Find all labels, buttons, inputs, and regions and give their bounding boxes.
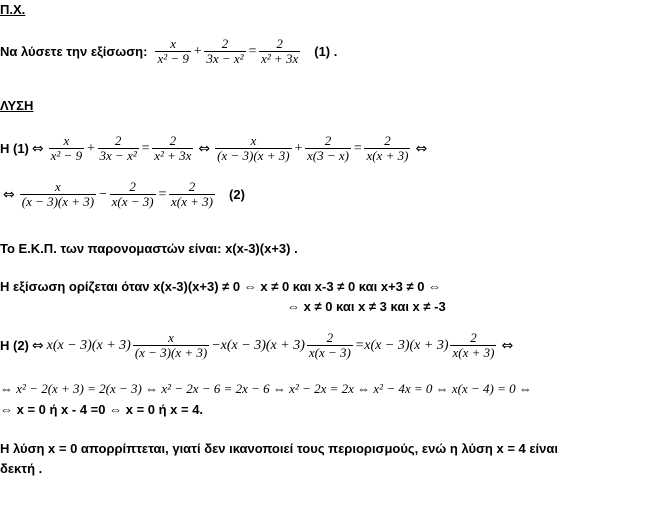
fraction: $\frac{2}{x(x - 3)}$ [308,330,351,360]
minus-sign: − [98,186,108,202]
fraction: $\frac{2}{x(x + 3)}$ [171,179,214,209]
problem-line [0,37,337,66]
solution-line-2 [0,180,245,209]
domain-line-2: ⇔ x ≠ 0 και x ≠ 3 και x ≠ -3 [287,299,446,314]
plus-sign: + [192,43,203,59]
fraction: $\frac{x}{(x - 3)(x + 3)}$ [134,330,208,360]
multiplier: x(x − 3)(x + 3) [46,337,131,353]
equals-sign: = [247,43,258,59]
fraction: $\frac{2}{x(x + 3)}$ [452,330,495,360]
equals-sign: = [354,337,365,353]
solution-line-3 [0,331,516,360]
solution-line-1 [0,134,430,163]
iff-symbol: ⇔ [415,140,428,157]
plus-sign: + [86,140,96,156]
equals-sign: = [157,186,168,202]
domain-line-1: Η εξίσωση ορίζεται όταν x(x-3)(x+3) ≠ 0 ⇔ x ≠ 0 και x-3 ≠ 0 και x+3 ≠ 0 ⇔ [0,279,442,294]
problem-prefix: Να λύσετε την εξίσωση: [0,44,148,59]
fraction-2: $\frac{2}{\text{3x − x²}}$ [206,36,244,66]
fraction: $\frac{x}{(x - 3)(x + 3)}$ [21,179,95,209]
fraction-3: $\frac{2}{\text{x² + 3x}}$ [261,36,299,66]
multiplier: x(x − 3)(x + 3) [364,337,449,353]
fraction: $\frac{x}{(x - 3)(x + 3)}$ [217,133,290,163]
solution-line-4: ⇔ x² − 2(x + 3) = 2(x − 3) ⇔ x² − 2x − 6 = 2x − 6 ⇔ x² − 2x = 2x ⇔ x² − 4x = 0 ⇔ x(x − 4) = 0 ⇔ [0,381,532,396]
fraction: $\frac{2}{\text{x² + 3x}}$ [154,133,192,163]
fraction: $\frac{2}{x(3 - x)}$ [307,133,349,163]
iff-symbol: ⇔ [501,337,514,354]
fraction-1: $\frac{x}{\text{x² − 9}}$ [157,36,189,66]
px-heading: Π.Χ. [0,2,26,17]
fraction: $\frac{2}{\text{3x − x²}}$ [99,133,137,163]
multiplier: x(x − 3)(x + 3) [220,337,305,353]
plus-sign: + [293,140,304,156]
fraction: $\frac{2}{x(x - 3)}$ [111,179,154,209]
iff-symbol: ⇔ [198,140,211,157]
equals-sign: = [140,140,151,156]
iff-symbol: ⇔ [3,186,15,203]
equation-tag: (2) [229,187,245,202]
line1-prefix: Η (1) [0,141,29,156]
solution-line-5: ⇔ x = 0 ή x - 4 =0 ⇔ x = 0 ή x = 4. [0,402,204,417]
iff-symbol: ⇔ [31,337,44,354]
line3-prefix: Η (2) [0,338,29,353]
iff-symbol: ⇔ [31,140,44,157]
equation-tag: (1) . [314,44,338,59]
minus-sign: − [211,337,221,353]
lcm-statement: Το Ε.Κ.Π. των παρονομαστών είναι: x(x-3)(x+3) . [0,241,298,256]
conclusion-line-2: δεκτή . [0,461,43,476]
fraction: $\frac{x}{\text{x² − 9}}$ [50,133,83,163]
solution-heading: ΛΥΣΗ [0,98,34,113]
fraction: $\frac{2}{x(x + 3)}$ [366,133,409,163]
conclusion-line-1: Η λύση x = 0 απορρίπτεται, γιατί δεν ικανοποιεί τους περιορισμούς, ενώ η λύση x = 4 είναι [0,441,558,456]
equals-sign: = [353,140,363,156]
